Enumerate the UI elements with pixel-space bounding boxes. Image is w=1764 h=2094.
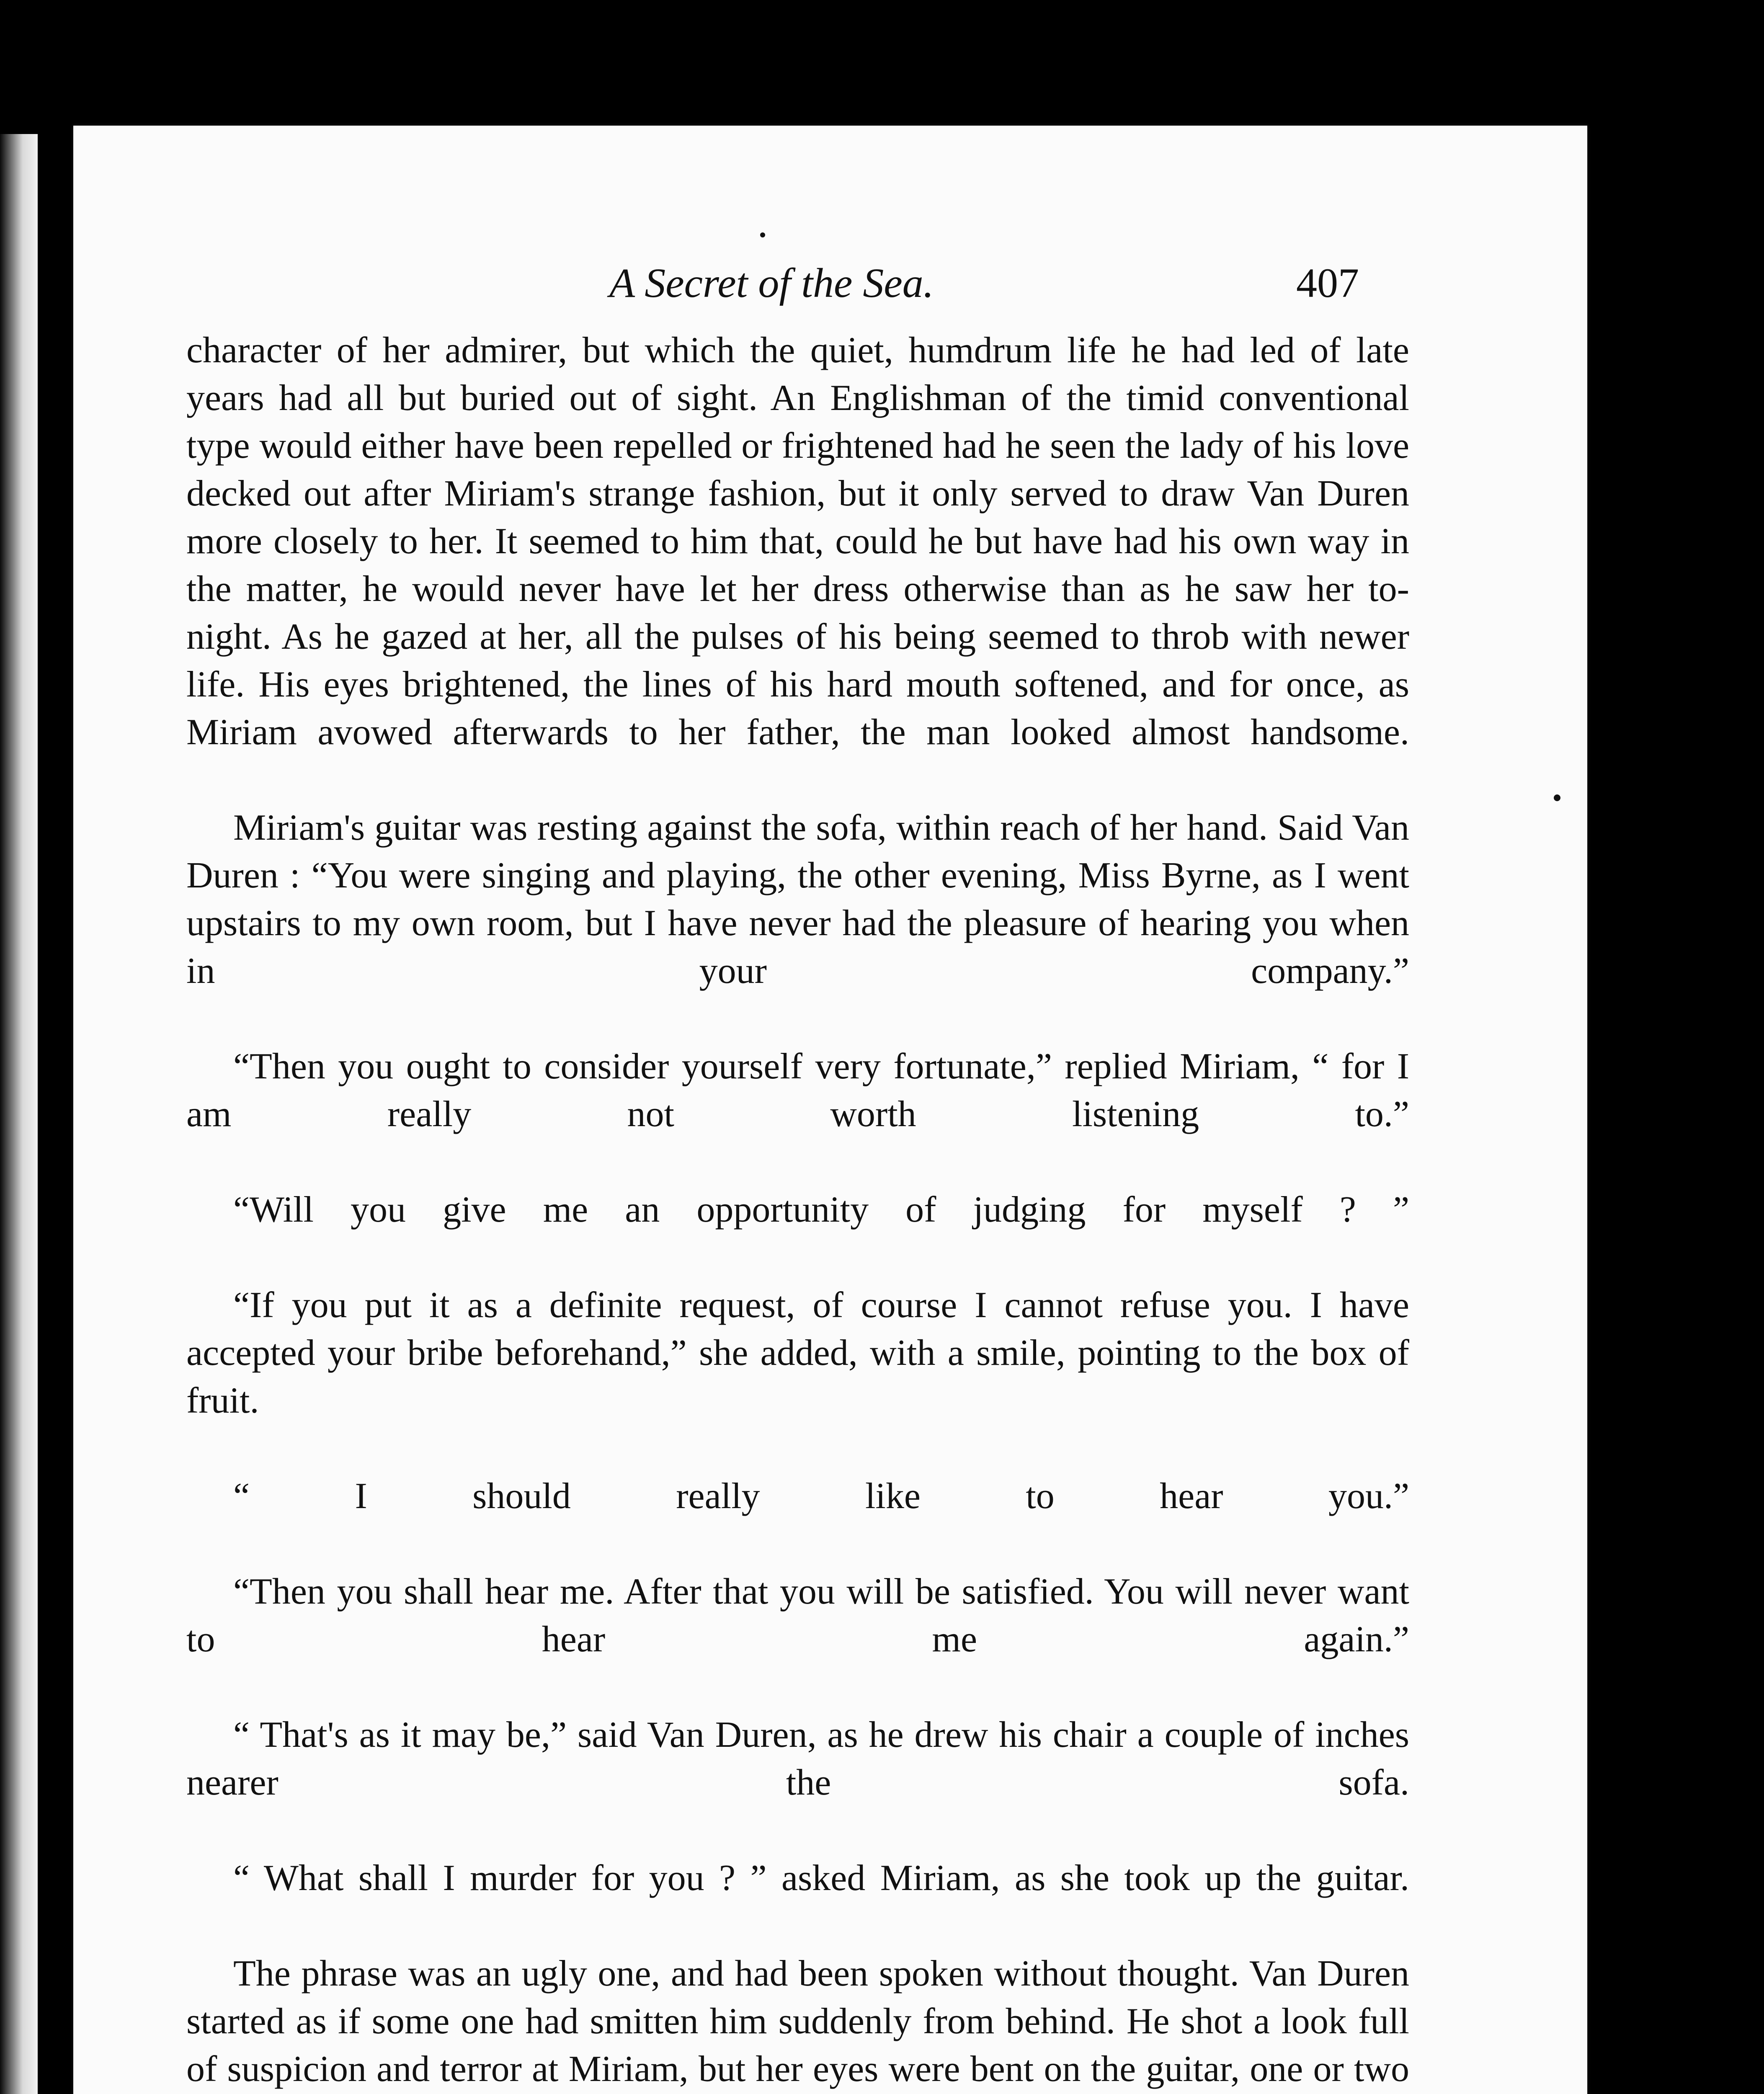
paragraph: “If you put it as a definite request, of course I cannot refuse you. I have accepted your bribe beforehand,” she added, with a smile, pointing to the box of fruit. [186,1285,1409,1421]
body-text [186,327,1409,2094]
paragraph: “ I should really like to hear you.” [233,1476,1409,1516]
paragraph: Miriam's guitar was resting against the sofa, within reach of her hand. Said Van Duren : “You were singing and playing, the other evening, Miss Byrne, as I went upstairs to my own room, but I have never had the pleasure of hearing you when in your company.” [186,807,1409,991]
paragraph: character of her admirer, but which the quiet, humdrum life he had led of late years had all but buried out of sight. An Englishman of the timid conventional type would either have been repelled or frightened had he seen the lady of his love decked out after Miriam's strange fashion, but it only served to draw Van Duren more closely to her. It seemed to him that, could he but have had his own way in the matter, he would never have let her dress otherwise than as he saw her to-night. As he gazed at her, all the pulses of his being seemed to throb with newer life. His eyes brightened, the lines of his hard mouth softened, and for once, as Miriam avowed afterwards to her father, the man looked almost handsome. [186,330,1409,753]
running-title: A Secret of the Sea. [609,260,934,306]
paragraph: “Then you ought to consider yourself very fortunate,” replied Miriam, “ for I am really not worth listening to.” [186,1046,1409,1135]
paragraph: The phrase was an ugly one, and had been spoken without thought. Van Duren started as if some one had smitten him suddenly from behind. He shot a look full of suspicion and terror at Miriam, but her eyes were bent on the guitar, one or two [186,1953,1409,2089]
running-head [0,255,1764,309]
facing-page-edge [0,134,38,2094]
paragraph: “Will you give me an opportunity of judging for myself ? ” [233,1189,1409,1230]
ink-dot [760,232,765,237]
page-number: 407 [1296,260,1359,306]
paragraph: “Then you shall hear me. After that you will be satisfied. You will never want to hear me again.” [186,1571,1409,1660]
paragraph: “ What shall I murder for you ? ” asked Miriam, as she took up the guitar. [233,1858,1409,1898]
margin-ink-dot [1554,794,1560,801]
paragraph: “ That's as it may be,” said Van Duren, as he drew his chair a couple of inches nearer the sofa. [186,1715,1409,1803]
